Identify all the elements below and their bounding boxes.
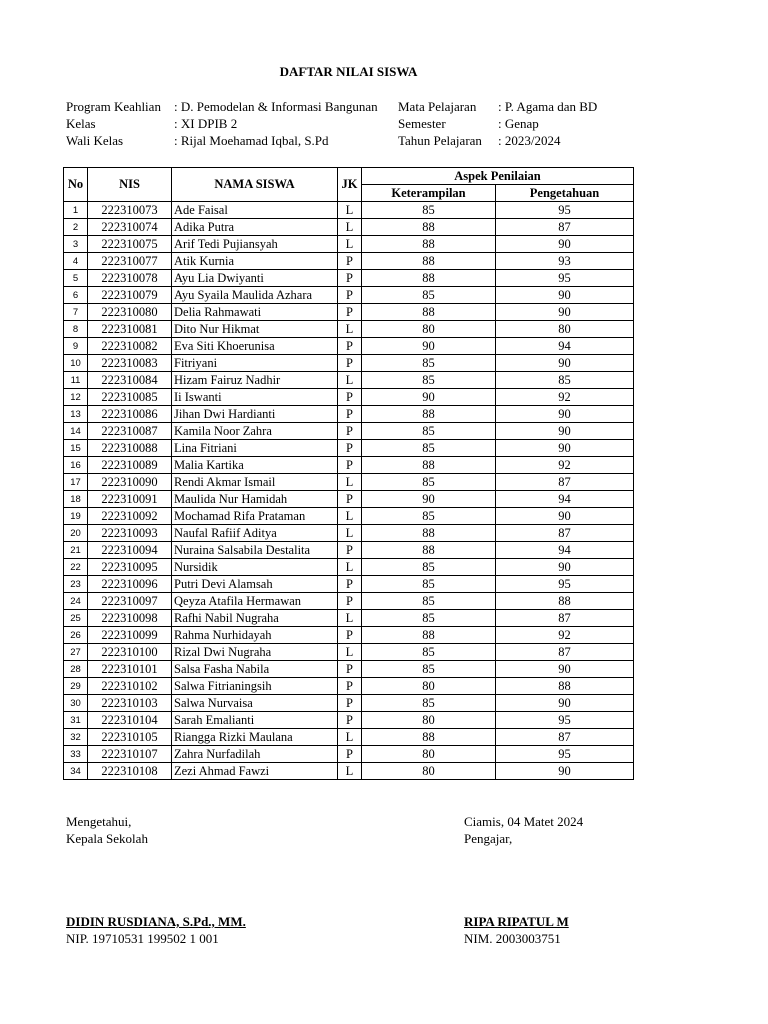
row-keterampilan: 85 <box>362 661 496 678</box>
table-row <box>64 423 634 440</box>
row-pengetahuan: 92 <box>496 389 634 406</box>
tahun-value: : 2023/2024 <box>498 133 561 148</box>
row-number: 26 <box>64 627 88 644</box>
row-name: Eva Siti Khoerunisa <box>172 338 338 355</box>
row-name: Zezi Ahmad Fawzi <box>172 763 338 780</box>
table-row <box>64 253 634 270</box>
row-keterampilan: 88 <box>362 304 496 321</box>
row-name: Rendi Akmar Ismail <box>172 474 338 491</box>
row-name: Fitriyani <box>172 355 338 372</box>
row-keterampilan: 85 <box>362 644 496 661</box>
row-name: Dito Nur Hikmat <box>172 321 338 338</box>
row-keterampilan: 88 <box>362 219 496 236</box>
row-jk: P <box>338 712 362 729</box>
row-keterampilan: 88 <box>362 542 496 559</box>
row-number: 17 <box>64 474 88 491</box>
table-row <box>64 559 634 576</box>
row-name: Putri Devi Alamsah <box>172 576 338 593</box>
row-nis: 222310091 <box>88 491 172 508</box>
row-pengetahuan: 92 <box>496 457 634 474</box>
row-nis: 222310093 <box>88 525 172 542</box>
row-keterampilan: 85 <box>362 355 496 372</box>
header-pengetahuan: Pengetahuan <box>496 185 634 202</box>
header-nis: NIS <box>88 168 172 202</box>
row-pengetahuan: 90 <box>496 287 634 304</box>
table-row <box>64 304 634 321</box>
row-name: Nuraina Salsabila Destalita <box>172 542 338 559</box>
row-keterampilan: 88 <box>362 457 496 474</box>
row-nis: 222310103 <box>88 695 172 712</box>
row-jk: L <box>338 219 362 236</box>
row-nis: 222310074 <box>88 219 172 236</box>
row-number: 2 <box>64 219 88 236</box>
row-name: Riangga Rizki Maulana <box>172 729 338 746</box>
row-name: Salwa Nurvaisa <box>172 695 338 712</box>
row-nis: 222310085 <box>88 389 172 406</box>
row-jk: P <box>338 678 362 695</box>
row-name: Ade Faisal <box>172 202 338 219</box>
row-jk: P <box>338 406 362 423</box>
row-pengetahuan: 94 <box>496 542 634 559</box>
row-number: 27 <box>64 644 88 661</box>
document-title: DAFTAR NILAI SISWA <box>279 64 418 79</box>
row-keterampilan: 90 <box>362 389 496 406</box>
row-name: Salsa Fasha Nabila <box>172 661 338 678</box>
table-row <box>64 372 634 389</box>
row-keterampilan: 85 <box>362 423 496 440</box>
table-row <box>64 457 634 474</box>
row-name: Rahma Nurhidayah <box>172 627 338 644</box>
row-pengetahuan: 92 <box>496 627 634 644</box>
row-pengetahuan: 90 <box>496 406 634 423</box>
row-name: Hizam Fairuz Nadhir <box>172 372 338 389</box>
row-number: 1 <box>64 202 88 219</box>
row-name: Naufal Rafiif Aditya <box>172 525 338 542</box>
row-keterampilan: 88 <box>362 729 496 746</box>
row-pengetahuan: 90 <box>496 695 634 712</box>
row-keterampilan: 85 <box>362 287 496 304</box>
signature-right-block <box>464 913 569 947</box>
table-row <box>64 729 634 746</box>
row-pengetahuan: 87 <box>496 219 634 236</box>
table-row <box>64 321 634 338</box>
row-jk: P <box>338 542 362 559</box>
table-row <box>64 678 634 695</box>
header-aspek: Aspek Penilaian <box>362 168 634 185</box>
row-name: Lina Fitriani <box>172 440 338 457</box>
row-nis: 222310105 <box>88 729 172 746</box>
signature-right-line1: Ciamis, 04 Matet 2024 <box>464 814 584 829</box>
signature-left-id: NIP. 19710531 199502 1 001 <box>66 931 219 946</box>
row-name: Ayu Syaila Maulida Azhara <box>172 287 338 304</box>
row-name: Ayu Lia Dwiyanti <box>172 270 338 287</box>
row-nis: 222310102 <box>88 678 172 695</box>
row-number: 4 <box>64 253 88 270</box>
table-row <box>64 219 634 236</box>
program-label: Program Keahlian <box>66 99 161 114</box>
table-row <box>64 236 634 253</box>
row-pengetahuan: 90 <box>496 559 634 576</box>
row-number: 19 <box>64 508 88 525</box>
row-number: 3 <box>64 236 88 253</box>
row-name: Jihan Dwi Hardianti <box>172 406 338 423</box>
row-keterampilan: 85 <box>362 508 496 525</box>
row-number: 29 <box>64 678 88 695</box>
row-jk: L <box>338 202 362 219</box>
row-number: 21 <box>64 542 88 559</box>
row-pengetahuan: 90 <box>496 236 634 253</box>
kelas-label: Kelas <box>66 116 96 131</box>
row-keterampilan: 85 <box>362 576 496 593</box>
table-row <box>64 491 634 508</box>
grades-table <box>63 167 634 780</box>
row-pengetahuan: 90 <box>496 355 634 372</box>
row-jk: L <box>338 321 362 338</box>
table-row <box>64 287 634 304</box>
grade-rows <box>64 202 634 780</box>
row-pengetahuan: 95 <box>496 576 634 593</box>
table-row <box>64 644 634 661</box>
table-row <box>64 202 634 219</box>
row-number: 10 <box>64 355 88 372</box>
row-jk: L <box>338 474 362 491</box>
row-pengetahuan: 85 <box>496 372 634 389</box>
table-row <box>64 542 634 559</box>
row-keterampilan: 80 <box>362 746 496 763</box>
row-pengetahuan: 87 <box>496 610 634 627</box>
row-keterampilan: 80 <box>362 321 496 338</box>
row-number: 11 <box>64 372 88 389</box>
row-nis: 222310082 <box>88 338 172 355</box>
row-nis: 222310083 <box>88 355 172 372</box>
row-nis: 222310084 <box>88 372 172 389</box>
row-jk: P <box>338 746 362 763</box>
row-nis: 222310104 <box>88 712 172 729</box>
row-nis: 222310081 <box>88 321 172 338</box>
row-number: 7 <box>64 304 88 321</box>
row-jk: P <box>338 270 362 287</box>
row-pengetahuan: 90 <box>496 304 634 321</box>
row-nis: 222310078 <box>88 270 172 287</box>
row-number: 34 <box>64 763 88 780</box>
row-nis: 222310088 <box>88 440 172 457</box>
semester-value: : Genap <box>498 116 539 131</box>
table-row <box>64 576 634 593</box>
row-number: 25 <box>64 610 88 627</box>
row-keterampilan: 88 <box>362 270 496 287</box>
table-row <box>64 474 634 491</box>
row-keterampilan: 85 <box>362 372 496 389</box>
row-keterampilan: 88 <box>362 253 496 270</box>
signature-right <box>464 813 583 847</box>
row-number: 12 <box>64 389 88 406</box>
row-pengetahuan: 90 <box>496 661 634 678</box>
table-row <box>64 712 634 729</box>
row-number: 5 <box>64 270 88 287</box>
row-keterampilan: 85 <box>362 610 496 627</box>
signature-right-line2: Pengajar, <box>464 831 513 846</box>
row-pengetahuan: 80 <box>496 321 634 338</box>
row-jk: P <box>338 423 362 440</box>
row-jk: L <box>338 508 362 525</box>
row-jk: L <box>338 525 362 542</box>
row-number: 16 <box>64 457 88 474</box>
signature-left-name: DIDIN RUSDIANA, S.Pd., MM. <box>66 914 246 929</box>
mapel-value: : P. Agama dan BD <box>498 99 598 114</box>
row-nis: 222310096 <box>88 576 172 593</box>
row-nis: 222310099 <box>88 627 172 644</box>
row-jk: L <box>338 559 362 576</box>
row-number: 15 <box>64 440 88 457</box>
row-nis: 222310095 <box>88 559 172 576</box>
row-nis: 222310092 <box>88 508 172 525</box>
row-jk: L <box>338 610 362 627</box>
row-keterampilan: 85 <box>362 593 496 610</box>
row-name: Rizal Dwi Nugraha <box>172 644 338 661</box>
row-jk: P <box>338 440 362 457</box>
row-pengetahuan: 87 <box>496 644 634 661</box>
row-pengetahuan: 94 <box>496 338 634 355</box>
kelas-value: : XI DPIB 2 <box>174 116 238 131</box>
row-jk: P <box>338 627 362 644</box>
table-row <box>64 593 634 610</box>
row-number: 9 <box>64 338 88 355</box>
row-nis: 222310077 <box>88 253 172 270</box>
table-row <box>64 508 634 525</box>
row-number: 30 <box>64 695 88 712</box>
table-row <box>64 610 634 627</box>
row-jk: P <box>338 593 362 610</box>
header-no: No <box>64 168 88 202</box>
row-name: Delia Rahmawati <box>172 304 338 321</box>
row-pengetahuan: 88 <box>496 678 634 695</box>
row-jk: P <box>338 304 362 321</box>
table-row <box>64 627 634 644</box>
row-keterampilan: 85 <box>362 559 496 576</box>
row-jk: L <box>338 236 362 253</box>
row-number: 8 <box>64 321 88 338</box>
row-nis: 222310097 <box>88 593 172 610</box>
table-row <box>64 440 634 457</box>
row-keterampilan: 85 <box>362 474 496 491</box>
row-jk: P <box>338 287 362 304</box>
row-number: 22 <box>64 559 88 576</box>
table-row <box>64 695 634 712</box>
row-jk: P <box>338 576 362 593</box>
row-keterampilan: 90 <box>362 338 496 355</box>
row-jk: L <box>338 644 362 661</box>
row-number: 20 <box>64 525 88 542</box>
row-pengetahuan: 87 <box>496 474 634 491</box>
document-info <box>66 98 597 149</box>
signature-right-name: RIPA RIPATUL M <box>464 914 569 929</box>
row-nis: 222310107 <box>88 746 172 763</box>
program-value: : D. Pemodelan & Informasi Bangunan <box>174 99 378 114</box>
mapel-label: Mata Pelajaran <box>398 99 477 114</box>
row-number: 24 <box>64 593 88 610</box>
row-number: 33 <box>64 746 88 763</box>
row-name: Mochamad Rifa Prataman <box>172 508 338 525</box>
row-keterampilan: 88 <box>362 525 496 542</box>
row-name: Qeyza Atafila Hermawan <box>172 593 338 610</box>
wali-value: : Rijal Moehamad Iqbal, S.Pd <box>174 133 329 148</box>
row-pengetahuan: 87 <box>496 729 634 746</box>
row-pengetahuan: 93 <box>496 253 634 270</box>
row-pengetahuan: 95 <box>496 202 634 219</box>
row-pengetahuan: 94 <box>496 491 634 508</box>
row-jk: P <box>338 355 362 372</box>
row-number: 14 <box>64 423 88 440</box>
row-name: Adika Putra <box>172 219 338 236</box>
semester-label: Semester <box>398 116 446 131</box>
table-row <box>64 763 634 780</box>
row-nis: 222310080 <box>88 304 172 321</box>
row-name: Rafhi Nabil Nugraha <box>172 610 338 627</box>
row-jk: P <box>338 661 362 678</box>
table-row <box>64 525 634 542</box>
row-number: 28 <box>64 661 88 678</box>
row-jk: L <box>338 763 362 780</box>
signature-left-line1: Mengetahui, <box>66 814 132 829</box>
row-jk: P <box>338 695 362 712</box>
row-keterampilan: 85 <box>362 202 496 219</box>
row-pengetahuan: 90 <box>496 508 634 525</box>
table-row <box>64 389 634 406</box>
row-jk: P <box>338 457 362 474</box>
row-nis: 222310090 <box>88 474 172 491</box>
row-number: 23 <box>64 576 88 593</box>
table-row <box>64 338 634 355</box>
row-keterampilan: 88 <box>362 236 496 253</box>
row-name: Ii Iswanti <box>172 389 338 406</box>
header-nama: NAMA SISWA <box>172 168 338 202</box>
row-name: Zahra Nurfadilah <box>172 746 338 763</box>
row-name: Atik Kurnia <box>172 253 338 270</box>
row-name: Sarah Emalianti <box>172 712 338 729</box>
row-jk: P <box>338 253 362 270</box>
signature-left-block <box>66 913 246 947</box>
signature-left <box>66 813 148 847</box>
signature-left-line2: Kepala Sekolah <box>66 831 148 846</box>
row-keterampilan: 88 <box>362 627 496 644</box>
row-jk: P <box>338 338 362 355</box>
row-pengetahuan: 95 <box>496 712 634 729</box>
wali-label: Wali Kelas <box>66 133 124 148</box>
row-keterampilan: 80 <box>362 763 496 780</box>
tahun-label: Tahun Pelajaran <box>398 133 482 148</box>
row-keterampilan: 90 <box>362 491 496 508</box>
header-keterampilan: Keterampilan <box>362 185 496 202</box>
row-nis: 222310087 <box>88 423 172 440</box>
row-nis: 222310079 <box>88 287 172 304</box>
row-pengetahuan: 90 <box>496 763 634 780</box>
row-name: Kamila Noor Zahra <box>172 423 338 440</box>
row-nis: 222310089 <box>88 457 172 474</box>
row-pengetahuan: 95 <box>496 270 634 287</box>
row-pengetahuan: 90 <box>496 423 634 440</box>
row-number: 6 <box>64 287 88 304</box>
row-number: 32 <box>64 729 88 746</box>
table-row <box>64 406 634 423</box>
row-name: Maulida Nur Hamidah <box>172 491 338 508</box>
row-pengetahuan: 87 <box>496 525 634 542</box>
row-nis: 222310075 <box>88 236 172 253</box>
row-nis: 222310086 <box>88 406 172 423</box>
table-row <box>64 270 634 287</box>
row-number: 31 <box>64 712 88 729</box>
row-keterampilan: 80 <box>362 712 496 729</box>
table-row <box>64 355 634 372</box>
row-jk: P <box>338 491 362 508</box>
row-number: 18 <box>64 491 88 508</box>
row-jk: L <box>338 372 362 389</box>
row-nis: 222310100 <box>88 644 172 661</box>
table-row <box>64 746 634 763</box>
row-jk: P <box>338 389 362 406</box>
table-row <box>64 661 634 678</box>
row-nis: 222310094 <box>88 542 172 559</box>
header-jk: JK <box>338 168 362 202</box>
row-keterampilan: 85 <box>362 440 496 457</box>
row-pengetahuan: 90 <box>496 440 634 457</box>
row-name: Salwa Fitrianingsih <box>172 678 338 695</box>
row-name: Nursidik <box>172 559 338 576</box>
row-name: Malia Kartika <box>172 457 338 474</box>
row-keterampilan: 88 <box>362 406 496 423</box>
signature-right-id: NIM. 2003003751 <box>464 931 561 946</box>
row-pengetahuan: 88 <box>496 593 634 610</box>
row-nis: 222310108 <box>88 763 172 780</box>
row-jk: L <box>338 729 362 746</box>
row-nis: 222310098 <box>88 610 172 627</box>
row-pengetahuan: 95 <box>496 746 634 763</box>
row-keterampilan: 80 <box>362 678 496 695</box>
row-name: Arif Tedi Pujiansyah <box>172 236 338 253</box>
row-nis: 222310073 <box>88 202 172 219</box>
row-keterampilan: 85 <box>362 695 496 712</box>
row-number: 13 <box>64 406 88 423</box>
row-nis: 222310101 <box>88 661 172 678</box>
